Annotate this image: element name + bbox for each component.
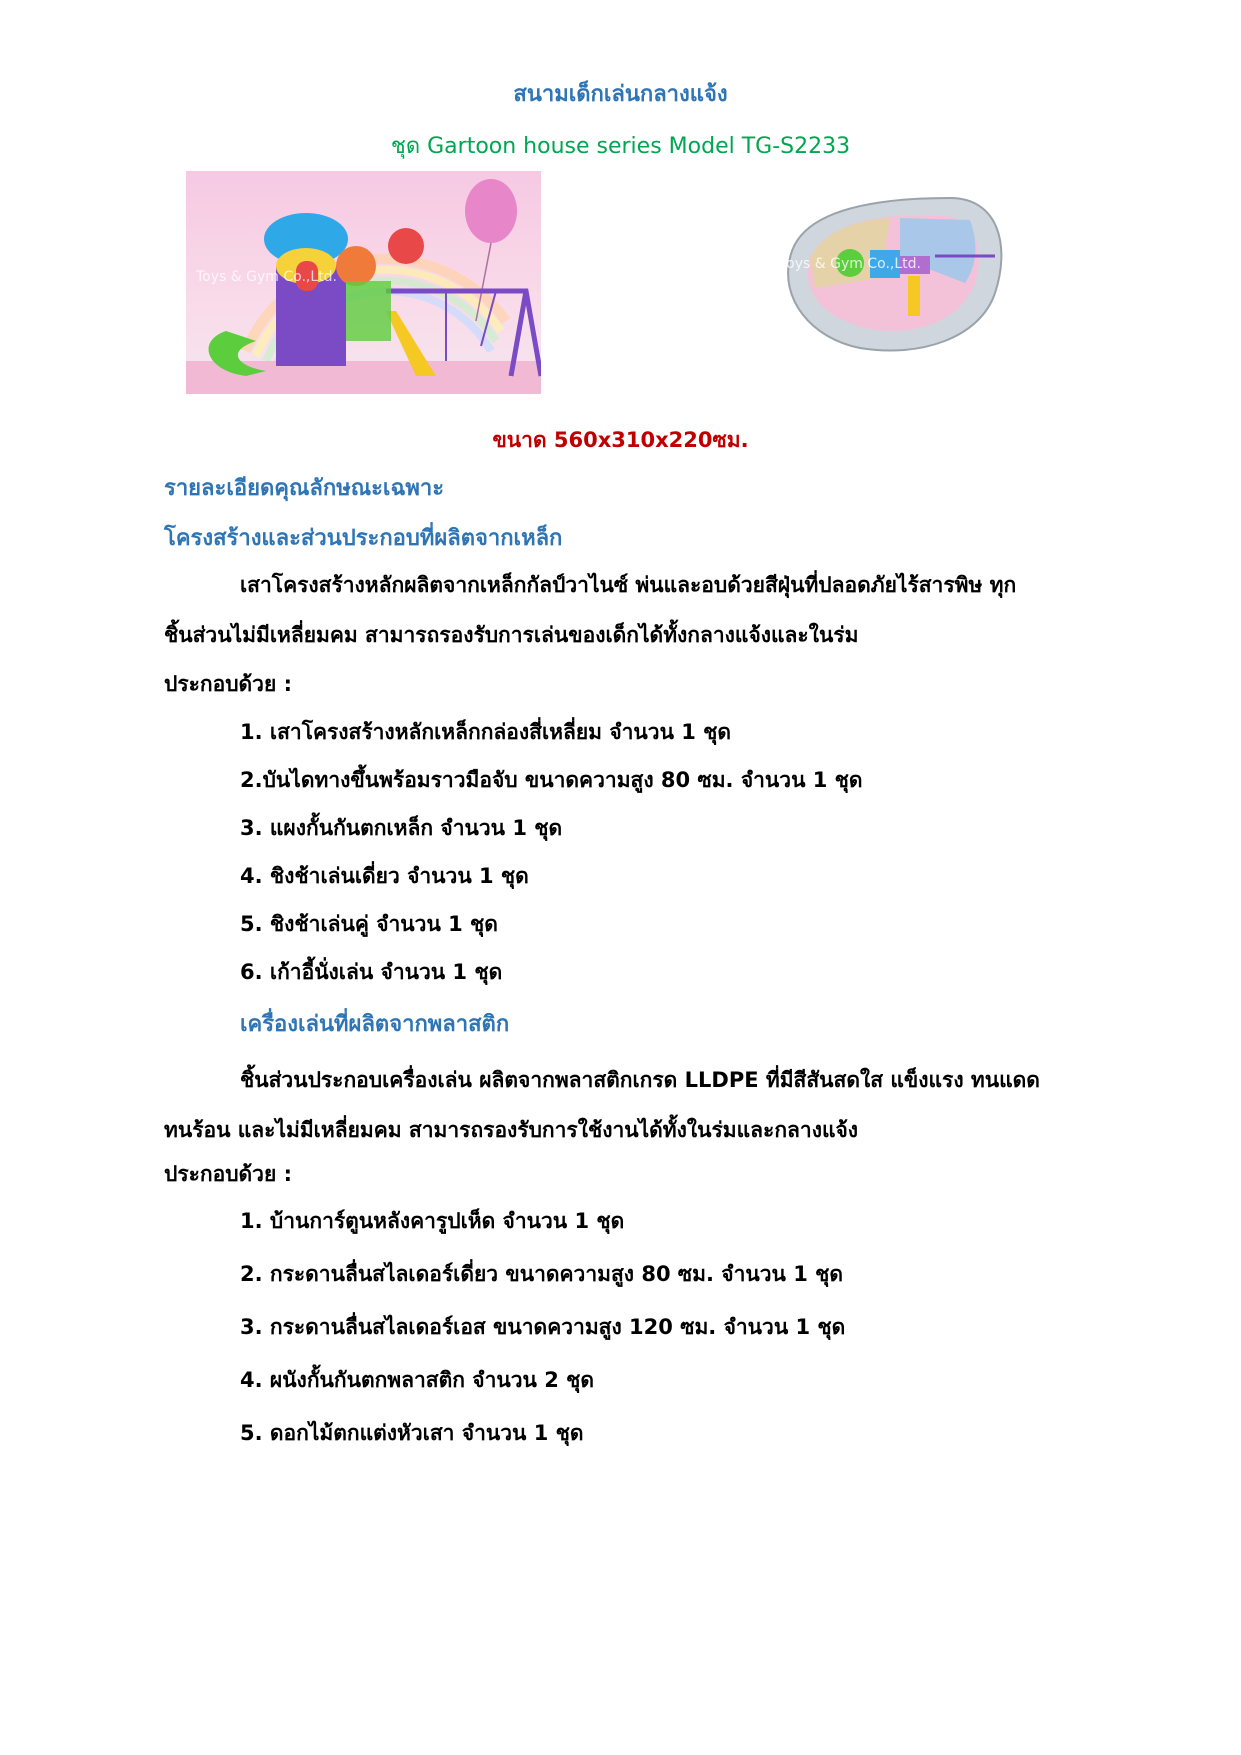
steel-description [164,560,1144,660]
plastic-description [164,1055,1144,1155]
plastic-description-line-1: ชิ้นส่วนประกอบเครื่องเล่น ผลิตจากพลาสติกเกรด LLDPE ที่มีสีสันสดใส แข็งแรง ทนแดด [240,1068,1040,1092]
list-item: 4. ชิงช้าเล่นเดี่ยว จำนวน 1 ชุด [240,864,529,888]
photo-watermark: Toys & Gym Co.,Ltd. [196,269,337,285]
list-item: 2. กระดานลื่นสไลเดอร์เดี่ยว ขนาดความสูง 80 ซม. จำนวน 1 ชุด [240,1262,844,1286]
list-item: 1. บ้านการ์ตูนหลังคารูปเห็ด จำนวน 1 ชุด [240,1209,625,1233]
list-item: 3. กระดานลื่นสไลเดอร์เอส ขนาดความสูง 120 ซม. จำนวน 1 ชุด [240,1315,846,1339]
list-item: 2.บันไดทางขึ้นพร้อมราวมือจับ ขนาดความสูง 80 ซม. จำนวน 1 ชุด [240,768,863,792]
list-item: 4. ผนังกั้นกันตกพลาสติก จำนวน 2 ชุด [240,1368,595,1392]
steel-composed-label: ประกอบด้วย : [164,672,292,696]
page-subtitle: ชุด Gartoon house series Model TG-S2233 [390,134,851,159]
list-item: 5. ดอกไม้ตกแต่งหัวเสา จำนวน 1 ชุด [240,1421,584,1445]
steel-section-heading: โครงสร้างและส่วนประกอบที่ผลิตจากเหล็ก [164,526,563,551]
list-item: 3. แผงกั้นกันตกเหล็ก จำนวน 1 ชุด [240,816,563,840]
list-item: 1. เสาโครงสร้างหลักเหล็กกล่องสี่เหลี่ยม จำนวน 1 ชุด [240,720,732,744]
plan-view-image [770,188,1010,360]
list-item: 6. เก้าอี้นั่งเล่น จำนวน 1 ชุด [240,960,503,984]
plastic-composed-label: ประกอบด้วย : [164,1162,292,1186]
steel-description-line-1: เสาโครงสร้างหลักผลิตจากเหล็กกัลป์วาไนซ์ พ่นและอบด้วยสีฝุ่นที่ปลอดภัยไร้สารพิษ ทุก [240,573,1017,597]
plastic-section-heading: เครื่องเล่นที่ผลิตจากพลาสติก [240,1012,510,1037]
product-photo [186,171,541,394]
list-item: 5. ชิงช้าเล่นคู่ จำนวน 1 ชุด [240,912,498,936]
product-size: ขนาด 560x310x220ซม. [492,428,749,452]
spec-heading: รายละเอียดคุณลักษณะเฉพาะ [164,476,445,501]
page-title: สนามเด็กเล่นกลางแจ้ง [513,82,728,107]
steel-description-line-2: ชิ้นส่วนไม่มีเหลี่ยมคม สามารถรองรับการเล่นของเด็กได้ทั้งกลางแจ้งและในร่ม [164,623,859,647]
plan-watermark: Toys & Gym Co.,Ltd. [780,256,921,272]
plastic-description-line-2: ทนร้อน และไม่มีเหลี่ยมคม สามารถรองรับการใช้งานได้ทั้งในร่มและกลางแจ้ง [164,1118,859,1142]
